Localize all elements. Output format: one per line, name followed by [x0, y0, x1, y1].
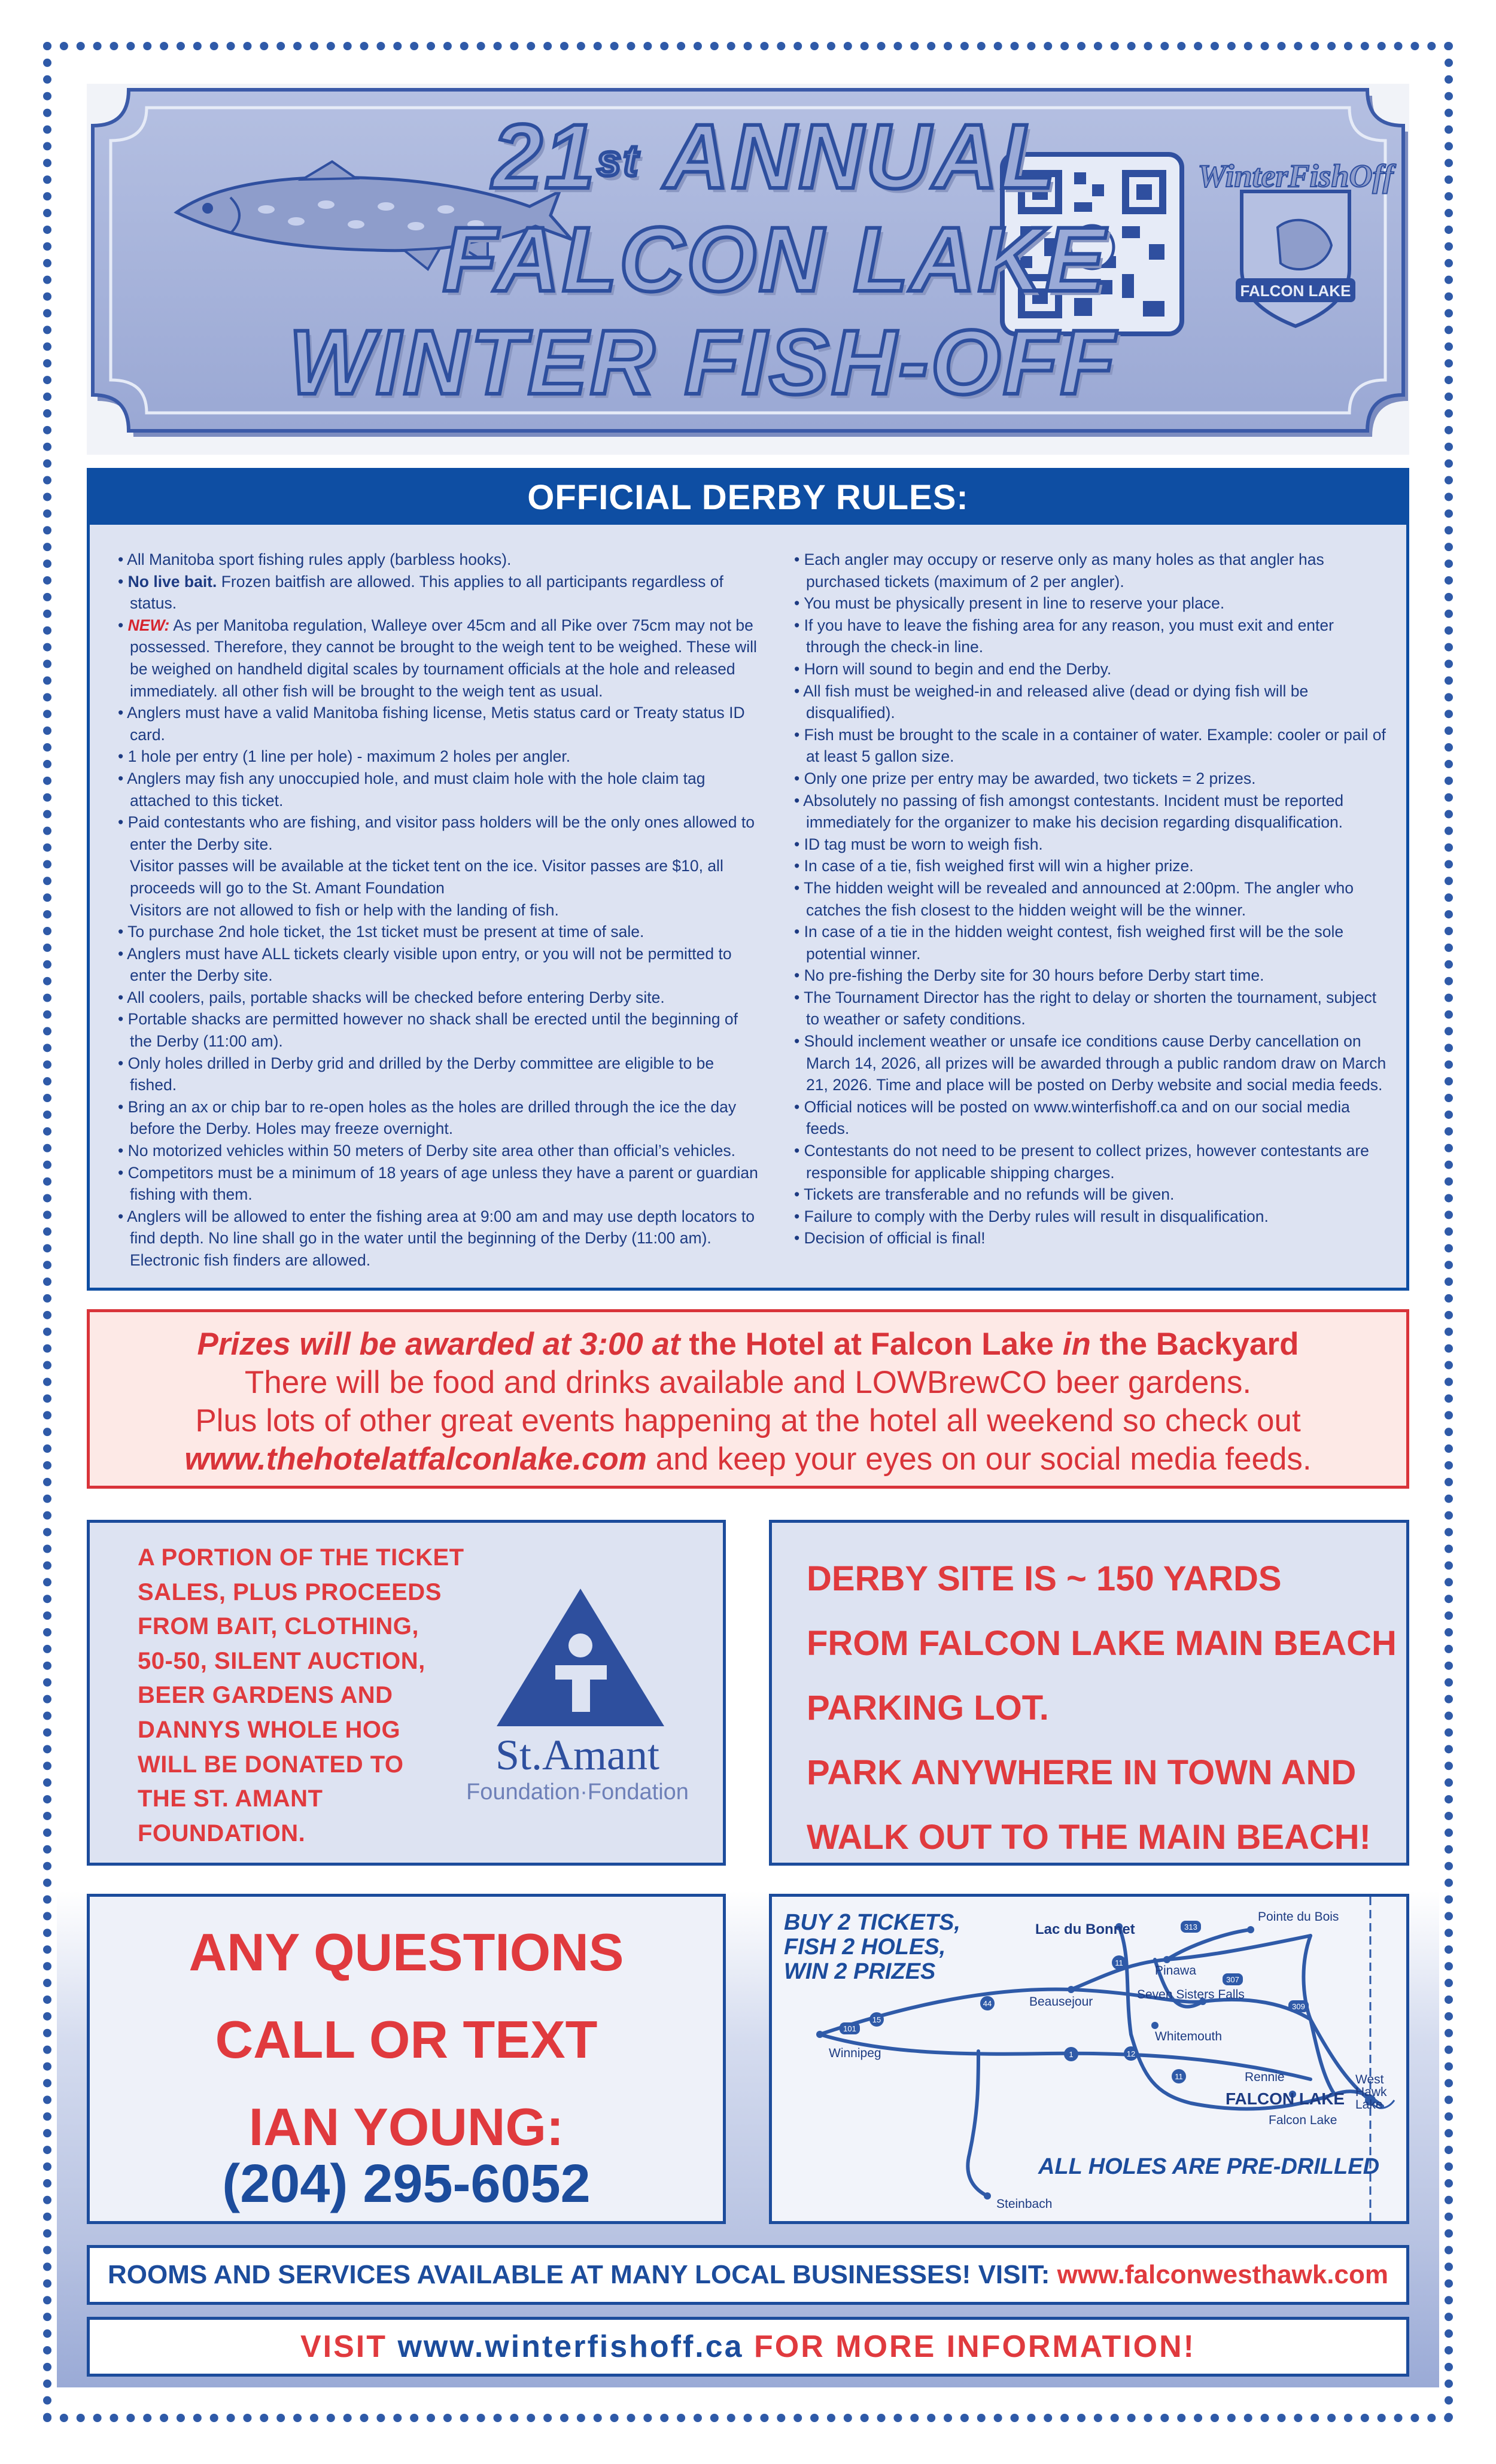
derby-site-text: [807, 1547, 1397, 1870]
rule-item: • Bring an ax or chip bar to re-open holes as the holes are drilled through the ice the day before the Derby. Holes may freeze overnight.: [118, 1097, 737, 1138]
donation-text: [138, 1541, 473, 1851]
rule-item: • Official notices will be posted on www.winterfishoff.ca and on our social media feeds.: [794, 1097, 1350, 1138]
logo-wordmark: WinterFishOff: [1197, 158, 1394, 194]
text-line: WALK OUT TO THE MAIN BEACH!: [807, 1818, 1371, 1857]
logo-subtext: FALCON LAKE: [1240, 282, 1351, 300]
map-pointe-du-bois: Pointe du Bois: [1258, 1910, 1339, 1924]
rule-item: • To purchase 2nd hole ticket, the 1st ticket must be present at time of sale.: [118, 923, 644, 941]
rule-item: • Paid contestants who are fishing, and visitor pass holders will be the only ones allowed to enter the Derby site.: [118, 813, 755, 853]
rule-item: • NEW: As per Manitoba regulation, Walleye over 45cm and all Pike over 75cm may not be possessed. Therefore, they cannot be brought to the weigh tent to be weighed. These will be weighed on handheld digital scales by tournament officials at the hole and released immediately. all other fish will be brought to the weigh tent as usual.: [118, 616, 757, 700]
text-line: THE ST. AMANT: [138, 1785, 323, 1812]
rule-item: • Each angler may occupy or reserve only as many holes as that angler has purchased tickets (maximum of 2 per angler).: [794, 550, 1324, 591]
rule-item: • In case of a tie in the hidden weight contest, fish weighed first will be the sole potential winner.: [794, 923, 1344, 963]
map-lac-du-bonnet: Lac du Bonnet: [1035, 1921, 1135, 1937]
map-pinawa: Pinawa: [1155, 1964, 1196, 1978]
donation-box: [87, 1520, 726, 1866]
road-15: 15: [872, 2015, 881, 2024]
rule-item: • Fish must be brought to the scale in a container of water. Example: cooler or pail of at least 5 gallon size.: [794, 725, 1386, 766]
map-bottom-caption: ALL HOLES ARE PRE-DRILLED: [1038, 2154, 1380, 2179]
road-101: 101: [843, 2024, 856, 2033]
rule-item: • Decision of official is final!: [794, 1229, 986, 1248]
road-313: 313: [1184, 1922, 1197, 1931]
map-winnipeg: Winnipeg: [829, 2046, 881, 2060]
visit-bar: [87, 2317, 1409, 2377]
rooms-bar: [87, 2245, 1409, 2305]
prize-line-3: Plus lots of other great events happening at the hotel all weekend so check out: [195, 1403, 1301, 1438]
rule-item: • Anglers must have ALL tickets clearly visible upon entry, or you will not be permitted to enter the Derby site.: [118, 944, 732, 985]
hotel-link[interactable]: www.thehotelatfalconlake.com: [184, 1441, 647, 1477]
rule-item: • No pre-fishing the Derby site for 30 hours before Derby start time.: [794, 966, 1264, 985]
rule-item: • Competitors must be a minimum of 18 years of age unless they have a parent or guardian fishing with them.: [118, 1163, 758, 1204]
header-banner: [87, 84, 1409, 455]
official-rules-panel: [87, 468, 1409, 1291]
map-whitemouth: Whitemouth: [1155, 2030, 1223, 2043]
rule-item: • Anglers will be allowed to enter the fishing area at 9:00 am and may use depth locators to find depth. No line shall go in the water until the beginning of the Derby (11:00 am). Electronic fish finders are allowed.: [118, 1207, 755, 1269]
rule-item: • Anglers must have a valid Manitoba fishing license, Metis status card or Treaty status ID card.: [118, 704, 745, 744]
road-1: 1: [1069, 2050, 1074, 2059]
road-44: 44: [983, 1999, 992, 2008]
text-line: A PORTION OF THE TICKET: [138, 1544, 464, 1571]
rule-item: • Only holes drilled in Derby grid and drilled by the Derby committee are eligible to be fished.: [118, 1054, 714, 1094]
rule-item: • Only one prize per entry may be awarded, two tickets = 2 prizes.: [794, 769, 1256, 787]
derby-site-box: [769, 1520, 1409, 1866]
map-beausejour: Beausejour: [1029, 1995, 1093, 2009]
map-lake: Lake: [1355, 2098, 1383, 2112]
rule-item: • All coolers, pails, portable shacks will be checked before entering Derby site.: [118, 988, 665, 1006]
map-promo-2: FISH 2 HOLES,: [784, 1934, 946, 1960]
rooms-text: ROOMS AND SERVICES AVAILABLE AT MANY LOCAL BUSINESSES! VISIT:: [107, 2260, 1057, 2289]
st-amant-logo: [466, 1583, 694, 1834]
prize-announcement: [87, 1309, 1409, 1489]
winterfishoff-link[interactable]: www.winterfishoff.ca: [397, 2329, 744, 2364]
text-line: PARKING LOT.: [807, 1689, 1049, 1727]
map-west: West: [1355, 2073, 1384, 2086]
map-hawk: Hawk: [1355, 2085, 1387, 2099]
rule-item: • Horn will sound to begin and end the Derby.: [794, 659, 1112, 678]
map-promo-1: BUY 2 TICKETS,: [784, 1910, 960, 1935]
rule-item: • In case of a tie, fish weighed first will win a higher prize.: [794, 857, 1194, 875]
map-falcon-lake-town: Falcon Lake: [1269, 2113, 1337, 2127]
rule-item: • You must be physically present in line to reserve your place.: [794, 594, 1225, 613]
text-line: FROM FALCON LAKE MAIN BEACH: [807, 1624, 1397, 1663]
prize-line-1: Prizes will be awarded at 3:00 at the Hotel at Falcon Lake in the Backyard: [197, 1327, 1299, 1362]
text-line: SALES, PLUS PROCEEDS: [138, 1578, 442, 1605]
title-line-1: 21st ANNUAL: [492, 105, 1058, 208]
questions-text: [90, 1909, 723, 2171]
rule-item: • Should inclement weather or unsafe ice conditions cause Derby cancellation on March 14, 2026, all prizes will be awarded through a public random draw on March 21, 2026. Time and place will be posted on Derby website and social media feeds.: [794, 1032, 1386, 1094]
rule-item: • No live bait. Frozen baitfish are allowed. This applies to all participants regardless of status.: [118, 572, 723, 613]
text-line: FROM BAIT, CLOTHING,: [138, 1613, 419, 1640]
falconwesthawk-link[interactable]: www.falconwesthawk.com: [1057, 2260, 1388, 2289]
questions-box: [87, 1894, 726, 2224]
text-line: DANNYS WHOLE HOG: [138, 1716, 401, 1743]
rules-heading: OFFICIAL DERBY RULES:: [90, 471, 1406, 525]
map-falcon-lake-label: FALCON LAKE: [1226, 2089, 1345, 2108]
text-line: 50-50, SILENT AUCTION,: [138, 1647, 425, 1674]
map-box: [769, 1894, 1409, 2224]
rule-item: • ID tag must be worn to weigh fish.: [794, 835, 1043, 853]
map-promo-3: WIN 2 PRIZES: [784, 1959, 936, 1984]
area-map: [772, 1897, 1406, 2221]
rule-item: • Tickets are transferable and no refunds will be given.: [794, 1185, 1175, 1204]
map-steinbach: Steinbach: [996, 2197, 1053, 2211]
rule-item: • If you have to leave the fishing area for any reason, you must exit and enter through the check-in line.: [794, 616, 1334, 656]
text-line: DERBY SITE IS ~ 150 YARDS: [807, 1559, 1282, 1598]
st-amant-sub: Foundation·Fondation: [466, 1779, 689, 1805]
text-line: IAN YOUNG:: [248, 2097, 564, 2156]
prize-line-2: There will be food and drinks available and LOWBrewCO beer gardens.: [244, 1365, 1252, 1400]
road-11b: 11: [1175, 2072, 1183, 2081]
road-12: 12: [1126, 2049, 1136, 2058]
text-line: CALL OR TEXT: [215, 2010, 598, 2069]
prize-line-4: www.thehotelatfalconlake.com and keep your eyes on our social media feeds.: [184, 1441, 1312, 1477]
map-rennie: Rennie: [1245, 2070, 1285, 2084]
text-line: WILL BE DONATED TO: [138, 1751, 404, 1778]
road-309: 309: [1292, 2002, 1305, 2011]
visit-text-b: FOR MORE INFORMATION!: [743, 2329, 1196, 2364]
rule-item: Visitors are not allowed to fish or help with the landing of fish.: [130, 901, 559, 919]
rules-left-column: [111, 549, 763, 1271]
road-307: 307: [1226, 1975, 1239, 1984]
phone-number[interactable]: (204) 295-6052: [222, 2154, 591, 2214]
rule-item: • The hidden weight will be revealed and announced at 2:00pm. The angler who catches the fish closest to the hidden weight will be the winner.: [794, 878, 1354, 919]
map-seven-sisters: Seven Sisters Falls: [1137, 1988, 1245, 2001]
rule-item: • Portable shacks are permitted however no shack shall be erected until the beginning of the Derby (11:00 am).: [118, 1010, 738, 1051]
text-line: FOUNDATION.: [138, 1820, 306, 1847]
rule-item: • The Tournament Director has the right to delay or shorten the tournament, subject to weather or safety conditions.: [794, 988, 1377, 1029]
title-line-3: WINTER FISH-OFF: [288, 311, 1118, 413]
title-line-2: FALCON LAKE: [442, 208, 1108, 311]
text-line: ANY QUESTIONS: [188, 1922, 624, 1982]
event-title: [288, 105, 1128, 413]
st-amant-brand: St.Amant: [495, 1731, 660, 1779]
text-line: BEER GARDENS AND: [138, 1682, 393, 1709]
rule-item: • Anglers may fish any unoccupied hole, and must claim hole with the hole claim tag attached to this ticket.: [118, 769, 706, 810]
rule-item: • No motorized vehicles within 50 meters of Derby site area other than official’s vehicles.: [118, 1142, 735, 1160]
rule-item: Visitor passes will be available at the ticket tent on the ice. Visitor passes are $10, all proceeds will go to the St. Amant Foundation: [130, 857, 723, 897]
visit-text-a: VISIT: [300, 2329, 398, 2364]
rule-item: • All fish must be weighed-in and released alive (dead or dying fish will be disqualified).: [794, 682, 1309, 722]
rules-right-column: [787, 549, 1391, 1249]
road-11a: 11: [1115, 1958, 1123, 1967]
rule-item: • 1 hole per entry (1 line per hole) - maximum 2 holes per angler.: [118, 747, 571, 766]
text-line: PARK ANYWHERE IN TOWN AND: [807, 1753, 1357, 1792]
rule-item: • Failure to comply with the Derby rules will result in disqualification.: [794, 1207, 1269, 1225]
rule-item: • Absolutely no passing of fish amongst contestants. Incident must be reported immediately for the organizer to make his decision regarding disqualification.: [794, 791, 1344, 832]
rule-item: • All Manitoba sport fishing rules apply (barbless hooks).: [118, 550, 512, 568]
rule-item: • Contestants do not need to be present to collect prizes, however contestants are responsible for applicable shipping charges.: [794, 1142, 1369, 1182]
